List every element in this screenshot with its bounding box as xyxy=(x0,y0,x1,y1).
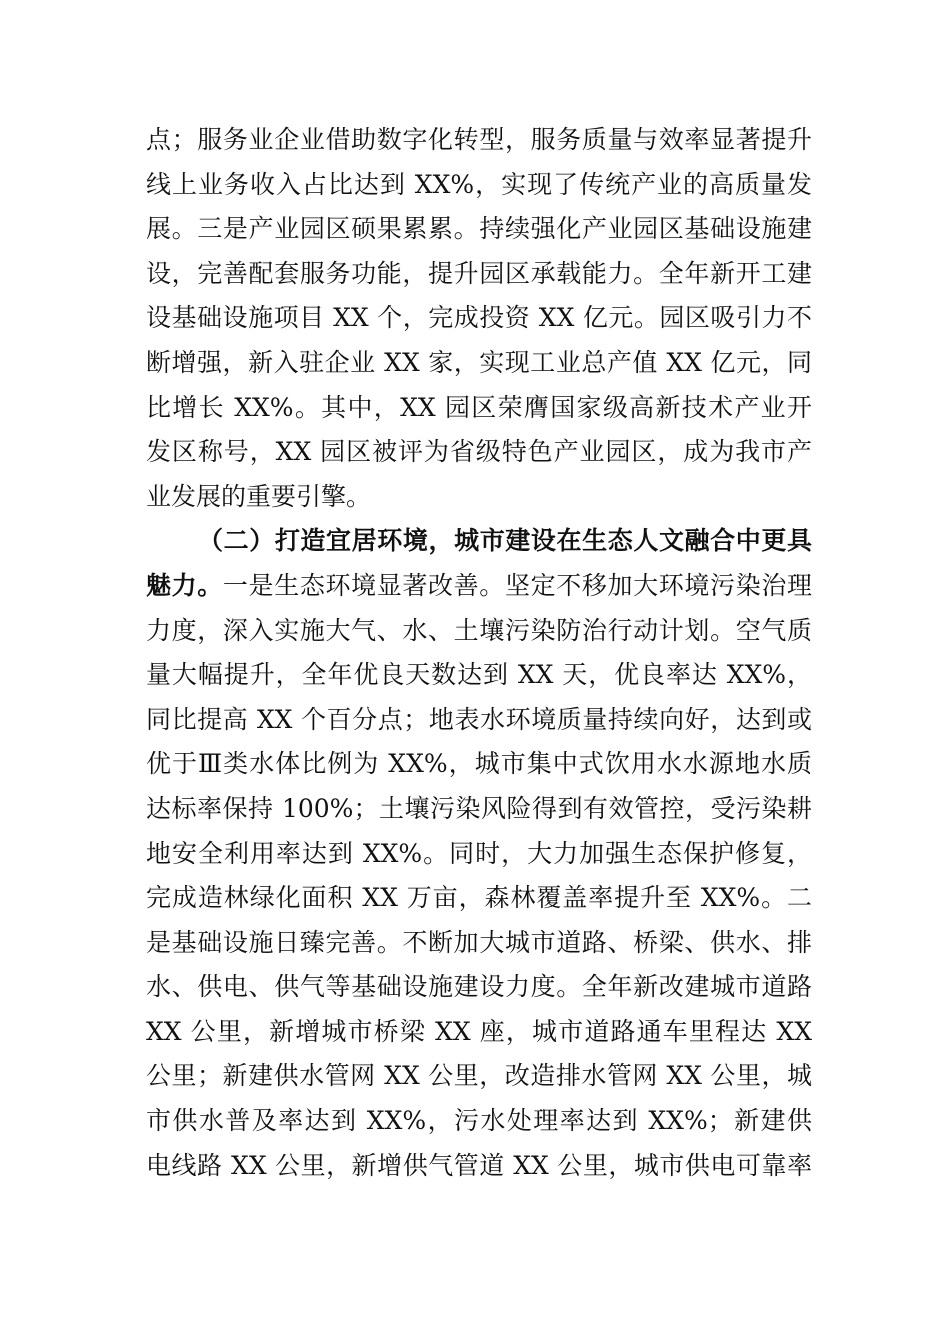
text-line: 点；服务业企业借助数字化转型，服务质量与效率显著提升 xyxy=(146,125,812,154)
text-line: 力度，深入实施大气、水、土壤污染防治行动计划。空气质 xyxy=(146,615,812,645)
text-line: 公里；新建供水管网 XX 公里，改造排水管网 XX 公里，城 xyxy=(146,1061,812,1091)
text-line: 量大幅提升，全年优良天数达到 XX 天，优良率达 XX%， xyxy=(146,660,812,690)
text-line: 比增长 XX%。其中，XX 园区荣膺国家级高新技术产业开 xyxy=(146,392,812,422)
text-line: 地安全利用率达到 XX%。同时，大力加强生态保护修复， xyxy=(146,838,812,868)
text-line: 同比提高 XX 个百分点；地表水环境质量持续向好，达到或 xyxy=(146,704,812,734)
text-line: 完成造林绿化面积 XX 万亩，森林覆盖率提升至 XX%。二 xyxy=(146,883,812,913)
text-line: 设基础设施项目 XX 个，完成投资 XX 亿元。园区吸引力不 xyxy=(146,303,812,333)
body-text xyxy=(146,118,812,1188)
text-line: 发区称号，XX 园区被评为省级特色产业园区，成为我市产 xyxy=(146,437,812,467)
text-line: 水、供电、供气等基础设施建设力度。全年新改建城市道路 xyxy=(146,972,812,1002)
section-heading-continued: 魅力。 xyxy=(146,570,223,600)
text-line: XX 公里，新增城市桥梁 XX 座，城市道路通车里程达 XX xyxy=(146,1016,812,1046)
text-line: 断增强，新入驻企业 XX 家，实现工业总产值 XX 亿元，同 xyxy=(146,347,812,377)
section-heading: （二）打造宜居环境，城市建设在生态人文融合中更具 xyxy=(198,526,812,556)
text-line: 达标率保持 100%；土壤污染风险得到有效管控，受污染耕 xyxy=(146,793,812,823)
text-line: 是基础设施日臻完善。不断加大城市道路、桥梁、供水、排 xyxy=(146,927,812,957)
text-line: 电线路 XX 公里，新增供气管道 XX 公里，城市供电可靠率 xyxy=(146,1150,812,1180)
text-line: 优于Ⅲ类水体比例为 XX%，城市集中式饮用水水源地水质 xyxy=(146,749,812,779)
text-line: 设，完善配套服务功能，提升园区承载能力。全年新开工建 xyxy=(146,258,812,288)
text-line: 线上业务收入占比达到 XX%，实现了传统产业的高质量发 xyxy=(146,169,812,199)
text-line: 展。三是产业园区硕果累累。持续强化产业园区基础设施建 xyxy=(146,214,812,244)
text-line-rest: 一是生态环境显著改善。坚定不移加大环境污染治理 xyxy=(222,570,812,600)
text-line: 市供水普及率达到 XX%，污水处理率达到 XX%；新建供 xyxy=(146,1106,812,1136)
text-line: 业发展的重要引擎。 xyxy=(146,481,372,511)
text-line-mixed xyxy=(146,564,812,609)
